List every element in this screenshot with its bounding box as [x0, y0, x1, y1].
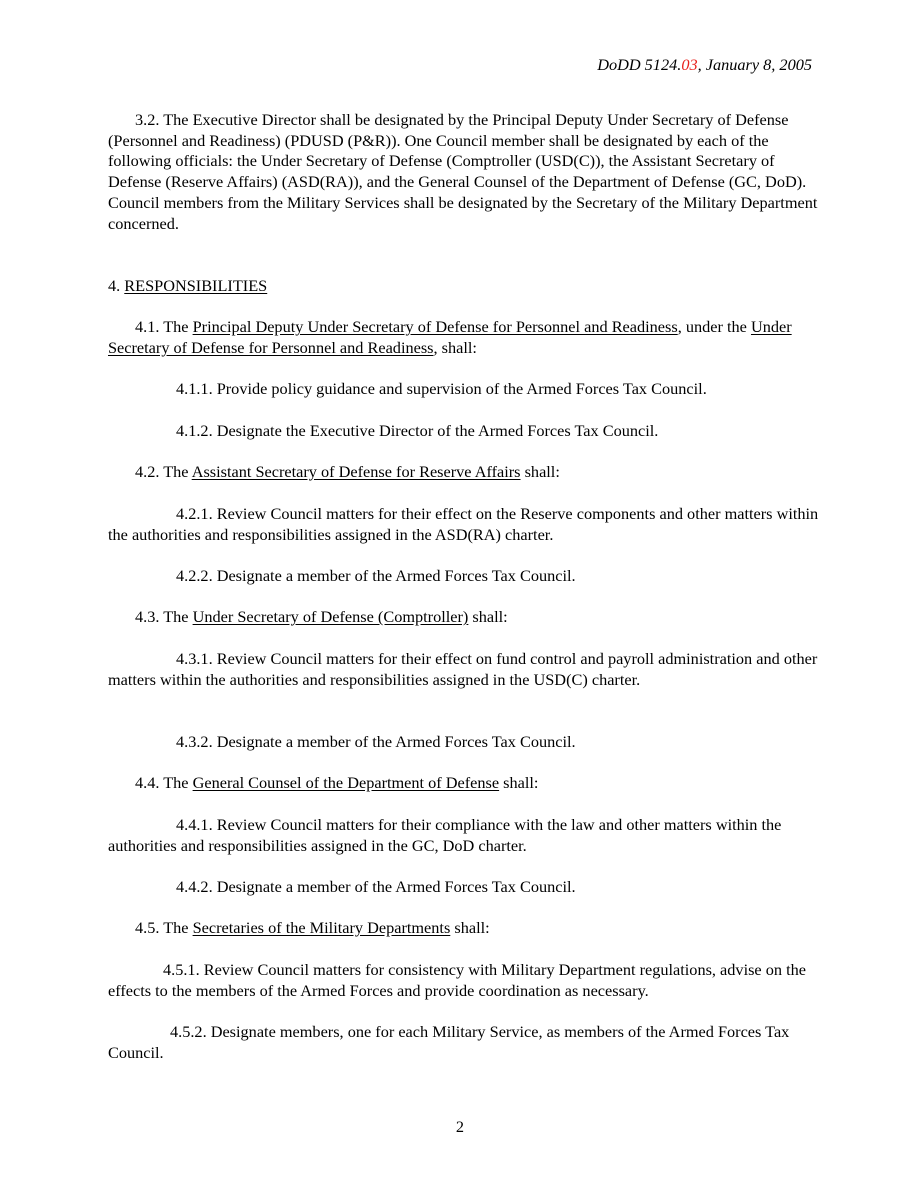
paragraph-4-2-2: 4.2.2. Designate a member of the Armed Forces Tax Council. — [176, 566, 576, 585]
usd-c-title: Under Secretary of Defense (Comptroller) — [192, 607, 469, 626]
para-tail: shall: — [520, 462, 560, 481]
military-secretaries-title: Secretaries of the Military Departments — [192, 918, 451, 937]
paragraph-4-4 — [108, 773, 820, 794]
paragraph-4-4-2: 4.4.2. Designate a member of the Armed Forces Tax Council. — [176, 877, 576, 896]
para-tail: shall: — [450, 918, 490, 937]
paragraph-4-1 — [108, 317, 820, 358]
doc-number: DoDD 5124. — [597, 55, 682, 74]
usd-pr-title: Under Secretary of Defense for Personnel and Readiness — [108, 317, 792, 357]
document-header — [597, 55, 812, 76]
para-tail: , shall: — [433, 337, 477, 357]
section-4-heading — [108, 276, 267, 297]
doc-date: , January 8, 2005 — [697, 55, 812, 74]
paragraph-4-5-1: 4.5.1. Review Council matters for consistency with Military Department regulations, advise on the effects to the members of the Armed Forces and provide coordination as necessary. — [108, 960, 806, 1000]
para-lead: 4.1. The — [135, 317, 193, 336]
para-tail: shall: — [499, 773, 539, 792]
paragraph-4-5 — [108, 918, 820, 939]
paragraph-4-4-1: 4.4.1. Review Council matters for their compliance with the law and other matters within the authorities and responsibilities assigned in the GC, DoD charter. — [108, 815, 782, 855]
section-title: RESPONSIBILITIES — [124, 276, 268, 295]
para-lead: 4.5. The — [135, 918, 193, 937]
paragraph-4-3-1: 4.3.1. Review Council matters for their effect on fund control and payroll administration and other matters within the authorities and responsibilities assigned in the USD(C) charter. — [108, 649, 818, 689]
page-number: 2 — [455, 1117, 465, 1136]
para-mid: , under the — [677, 317, 751, 336]
section-number: 4. — [108, 276, 125, 295]
para-lead: 4.3. The — [135, 607, 193, 626]
gc-dod-title: General Counsel of the Department of Defense — [192, 773, 500, 792]
paragraph-4-5-2: 4.5.2. Designate members, one for each Military Service, as members of the Armed Forces Tax Council. — [108, 1022, 790, 1062]
asd-ra-title: Assistant Secretary of Defense for Reserve Affairs — [191, 462, 521, 481]
paragraph-4-2 — [108, 462, 820, 483]
paragraph-4-1-2: 4.1.2. Designate the Executive Director of the Armed Forces Tax Council. — [176, 421, 659, 440]
para-tail: shall: — [468, 607, 508, 626]
paragraph-4-2-1: 4.2.1. Review Council matters for their effect on the Reserve components and other matters within the authorities and responsibilities assigned in the ASD(RA) charter. — [108, 504, 819, 544]
para-lead: 4.2. The — [135, 462, 192, 481]
paragraph-4-3 — [108, 607, 820, 628]
para-lead: 4.4. The — [135, 773, 193, 792]
pdusd-pr-title: Principal Deputy Under Secretary of Defense for Personnel and Readiness — [192, 317, 678, 336]
paragraph-3-2: 3.2. The Executive Director shall be designated by the Principal Deputy Under Secretary of Defense (Personnel and Readiness) (PDUSD (P&R)). One Council member shall be designated by each of the following officials: the Under Secretary of Defense (Comptroller (USD(C)), the Assistant Secretary of Defense (Reserve Affairs) (ASD(RA)), and the General Counsel of the Department of Defense (GC, DoD). Council members from the Military Services shall be designated by the Secretary of the Military Department concerned. — [108, 110, 818, 233]
revision-number: 03 — [681, 55, 698, 74]
paragraph-4-3-2: 4.3.2. Designate a member of the Armed Forces Tax Council. — [176, 732, 576, 751]
paragraph-4-1-1: 4.1.1. Provide policy guidance and supervision of the Armed Forces Tax Council. — [176, 379, 707, 398]
